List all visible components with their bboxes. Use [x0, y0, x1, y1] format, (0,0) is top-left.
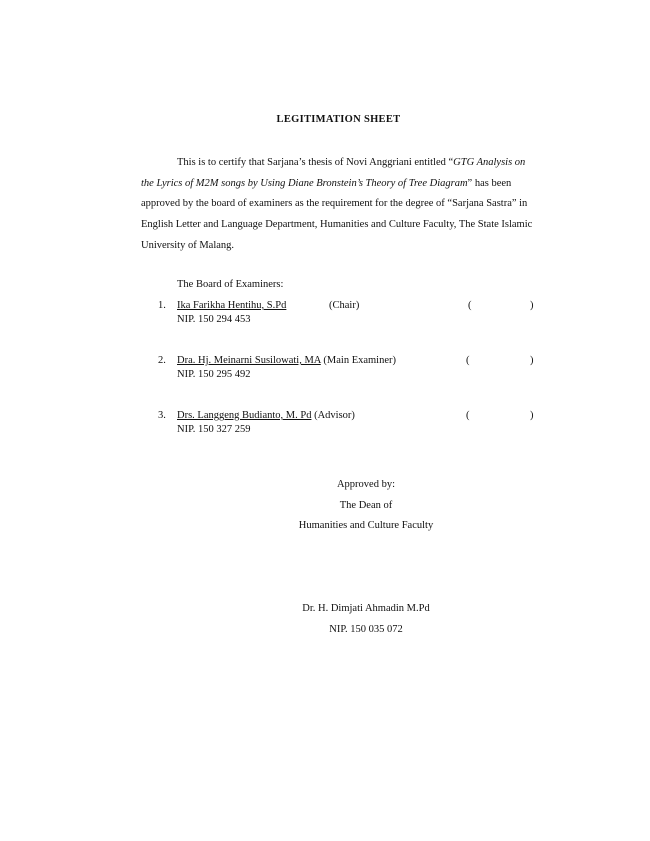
examiner-number: 3. [158, 410, 166, 421]
signature-paren-close: ) [530, 300, 534, 311]
board-heading: The Board of Examiners: [177, 279, 284, 290]
approved-by: Approved by: [336, 479, 396, 490]
examiner-nip: NIP. 150 295 492 [177, 369, 251, 380]
examiner-number: 1. [158, 300, 166, 311]
page-title: LEGITIMATION SHEET [276, 114, 401, 125]
dean-name: Dr. H. Dimjati Ahmadin M.Pd [302, 603, 430, 614]
examiner-role: (Chair) [329, 300, 360, 311]
signature-paren-close: ) [530, 410, 534, 421]
examiner-role: (Advisor) [314, 410, 355, 421]
thesis-title: GTG Analysis on the Lyrics of M2M songs by Using Diane Bronstein’s Theory of Tree Diagram [141, 157, 526, 189]
examiner-name: Ika Farikha Hentihu, S.Pd [177, 300, 287, 311]
examiner-number: 2. [158, 355, 166, 366]
signature-paren-close: ) [530, 355, 534, 366]
examiner-nip: NIP. 150 327 259 [177, 424, 251, 435]
dean-nip: NIP. 150 035 072 [329, 624, 403, 635]
examiner-name: Dra. Hj. Meinarni Susilowati, MA (Main Examiner) [177, 355, 397, 366]
signature-paren-open: ( [466, 355, 470, 366]
faculty-name: Humanities and Culture Faculty [298, 520, 434, 531]
certification-paragraph [141, 153, 533, 257]
examiner-role: (Main Examiner) [323, 355, 397, 366]
signature-paren-open: ( [466, 410, 470, 421]
paragraph-text-before: This is to certify that Sarjana’s thesis of Novi Anggriani entitled “ [177, 157, 454, 168]
dean-of: The Dean of [339, 500, 393, 511]
paragraph-text-after: ” has been approved by the board of examiners as the requirement for the degree of “Sarjana Sastra” in English Letter and Language Department, Humanities and Culture Faculty, The State Islamic University of Malang. [141, 177, 533, 251]
examiner-name: Drs. Langgeng Budianto, M. Pd (Advisor) [177, 410, 355, 421]
examiner-nip: NIP. 150 294 453 [177, 314, 251, 325]
signature-paren-open: ( [468, 300, 472, 311]
